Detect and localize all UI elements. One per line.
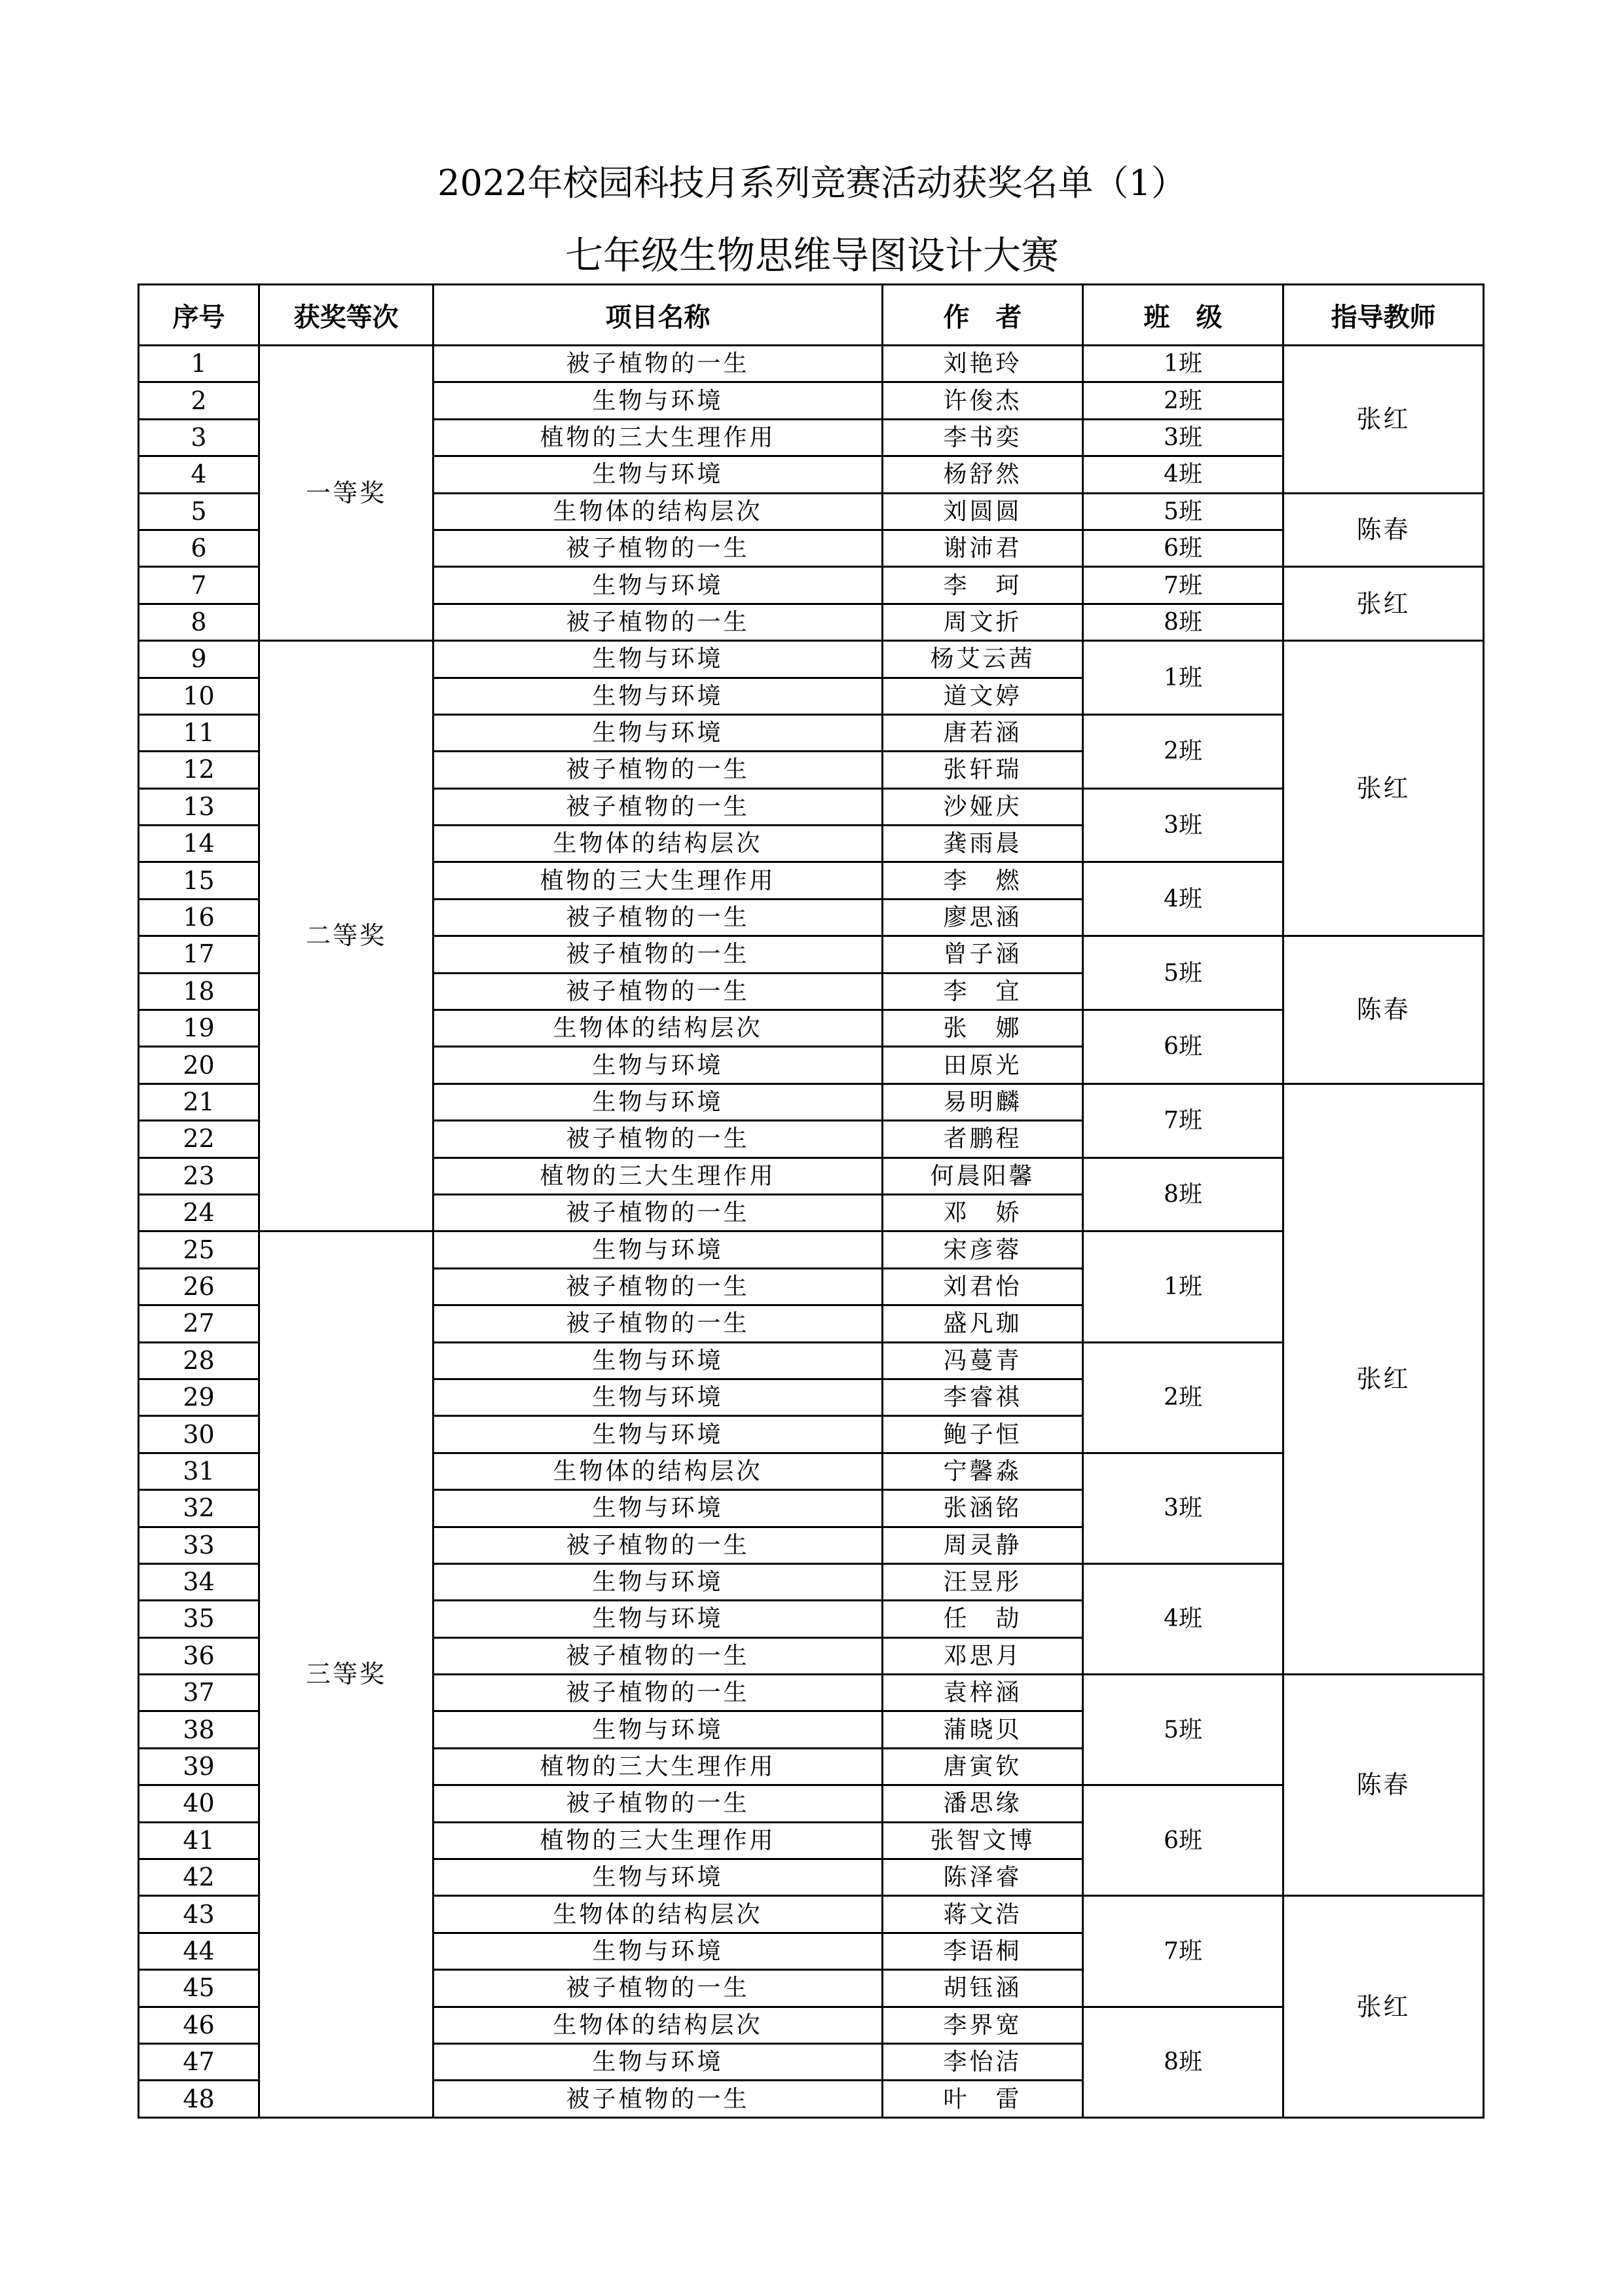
class-cell: 4班 — [1083, 862, 1283, 936]
author-cell: 李 珂 — [883, 567, 1083, 604]
header-prize: 获奖等次 — [259, 285, 434, 346]
project-cell: 生物与环境 — [434, 678, 883, 714]
class-cell: 8班 — [1083, 2007, 1283, 2117]
seq-cell: 33 — [139, 1527, 259, 1563]
author-cell: 刘君怡 — [883, 1268, 1083, 1305]
author-cell: 沙娅庆 — [883, 788, 1083, 825]
class-cell: 5班 — [1083, 1675, 1283, 1785]
project-cell: 被子植物的一生 — [434, 530, 883, 566]
seq-cell: 26 — [139, 1268, 259, 1305]
seq-cell: 10 — [139, 678, 259, 714]
seq-cell: 7 — [139, 567, 259, 604]
project-cell: 被子植物的一生 — [434, 936, 883, 973]
seq-cell: 17 — [139, 936, 259, 973]
author-cell: 冯蔓青 — [883, 1342, 1083, 1379]
project-cell: 生物与环境 — [434, 1379, 883, 1415]
author-cell: 邓 娇 — [883, 1194, 1083, 1231]
author-cell: 鲍子恒 — [883, 1416, 1083, 1453]
teacher-cell: 陈春 — [1283, 493, 1484, 567]
class-cell: 7班 — [1083, 1896, 1283, 2007]
author-cell: 周文折 — [883, 604, 1083, 640]
project-cell: 生物与环境 — [434, 1047, 883, 1084]
project-cell: 被子植物的一生 — [434, 1305, 883, 1342]
author-cell: 唐若涵 — [883, 714, 1083, 751]
project-cell: 生物与环境 — [434, 1563, 883, 1600]
class-cell: 3班 — [1083, 788, 1283, 862]
seq-cell: 28 — [139, 1342, 259, 1379]
class-cell: 8班 — [1083, 1157, 1283, 1231]
prize-level-cell: 三等奖 — [259, 1231, 434, 2117]
seq-cell: 37 — [139, 1675, 259, 1711]
seq-cell: 23 — [139, 1157, 259, 1194]
teacher-cell: 陈春 — [1283, 1675, 1484, 1896]
page-title: 2022年校园科技月系列竞赛活动获奖名单（1） — [437, 162, 1187, 204]
author-cell: 曾子涵 — [883, 936, 1083, 973]
class-cell: 5班 — [1083, 493, 1283, 530]
class-cell: 4班 — [1083, 456, 1283, 493]
seq-cell: 11 — [139, 714, 259, 751]
prize-level-cell: 二等奖 — [259, 641, 434, 1231]
header-author: 作 者 — [883, 285, 1083, 346]
author-cell: 者鹏程 — [883, 1121, 1083, 1157]
author-cell: 刘圆圆 — [883, 493, 1083, 530]
project-cell: 生物与环境 — [434, 382, 883, 419]
seq-cell: 9 — [139, 641, 259, 678]
project-cell: 植物的三大生理作用 — [434, 1822, 883, 1859]
author-cell: 李怡洁 — [883, 2043, 1083, 2080]
author-cell: 张涵铭 — [883, 1490, 1083, 1527]
seq-cell: 19 — [139, 1010, 259, 1047]
seq-cell: 43 — [139, 1896, 259, 1933]
class-cell: 7班 — [1083, 567, 1283, 604]
project-cell: 生物与环境 — [434, 1342, 883, 1379]
class-cell: 1班 — [1083, 346, 1283, 382]
seq-cell: 41 — [139, 1822, 259, 1859]
teacher-cell: 张红 — [1283, 1896, 1484, 2117]
seq-cell: 44 — [139, 1933, 259, 1969]
author-cell: 龚雨晨 — [883, 826, 1083, 862]
project-cell: 生物与环境 — [434, 1490, 883, 1527]
project-cell: 被子植物的一生 — [434, 1194, 883, 1231]
seq-cell: 13 — [139, 788, 259, 825]
seq-cell: 39 — [139, 1748, 259, 1785]
seq-cell: 24 — [139, 1194, 259, 1231]
teacher-cell: 张红 — [1283, 567, 1484, 641]
author-cell: 叶 雷 — [883, 2081, 1083, 2117]
class-cell: 2班 — [1083, 1342, 1283, 1453]
class-cell: 3班 — [1083, 419, 1283, 456]
author-cell: 胡钰涵 — [883, 1970, 1083, 2007]
author-cell: 廖思涵 — [883, 899, 1083, 936]
author-cell: 谢沛君 — [883, 530, 1083, 566]
page-subtitle: 七年级生物思维导图设计大赛 — [564, 233, 1059, 278]
project-cell: 植物的三大生理作用 — [434, 862, 883, 899]
seq-cell: 47 — [139, 2043, 259, 2080]
class-cell: 1班 — [1083, 641, 1283, 715]
author-cell: 周灵静 — [883, 1527, 1083, 1563]
author-cell: 李书奕 — [883, 419, 1083, 456]
seq-cell: 4 — [139, 456, 259, 493]
author-cell: 道文婷 — [883, 678, 1083, 714]
table-row — [139, 346, 1484, 382]
seq-cell: 34 — [139, 1563, 259, 1600]
author-cell: 张智文博 — [883, 1822, 1083, 1859]
seq-cell: 21 — [139, 1084, 259, 1120]
author-cell: 易明麟 — [883, 1084, 1083, 1120]
author-cell: 宁馨淼 — [883, 1453, 1083, 1489]
table-body — [139, 346, 1484, 2118]
project-cell: 生物与环境 — [434, 456, 883, 493]
author-cell: 杨艾云茜 — [883, 641, 1083, 678]
project-cell: 被子植物的一生 — [434, 788, 883, 825]
class-cell: 5班 — [1083, 936, 1283, 1010]
project-cell: 被子植物的一生 — [434, 1637, 883, 1674]
seq-cell: 6 — [139, 530, 259, 566]
seq-cell: 3 — [139, 419, 259, 456]
seq-cell: 20 — [139, 1047, 259, 1084]
project-cell: 植物的三大生理作用 — [434, 419, 883, 456]
seq-cell: 18 — [139, 973, 259, 1010]
project-cell: 被子植物的一生 — [434, 604, 883, 640]
teacher-cell: 陈春 — [1283, 936, 1484, 1084]
class-cell: 1班 — [1083, 1231, 1283, 1342]
seq-cell: 15 — [139, 862, 259, 899]
project-cell: 生物与环境 — [434, 1231, 883, 1268]
header-project: 项目名称 — [434, 285, 883, 346]
seq-cell: 35 — [139, 1601, 259, 1637]
project-cell: 被子植物的一生 — [434, 899, 883, 936]
seq-cell: 31 — [139, 1453, 259, 1489]
seq-cell: 22 — [139, 1121, 259, 1157]
class-cell: 2班 — [1083, 382, 1283, 419]
author-cell: 袁梓涵 — [883, 1675, 1083, 1711]
seq-cell: 16 — [139, 899, 259, 936]
seq-cell: 2 — [139, 382, 259, 419]
project-cell: 植物的三大生理作用 — [434, 1748, 883, 1785]
project-cell: 生物体的结构层次 — [434, 826, 883, 862]
author-cell: 宋彦蓉 — [883, 1231, 1083, 1268]
project-cell: 生物与环境 — [434, 714, 883, 751]
seq-cell: 46 — [139, 2007, 259, 2043]
table-header — [139, 285, 1484, 346]
seq-cell: 32 — [139, 1490, 259, 1527]
project-cell: 被子植物的一生 — [434, 1268, 883, 1305]
author-cell: 刘艳玲 — [883, 346, 1083, 382]
project-cell: 被子植物的一生 — [434, 1121, 883, 1157]
project-cell: 被子植物的一生 — [434, 2081, 883, 2117]
author-cell: 李 宜 — [883, 973, 1083, 1010]
seq-cell: 1 — [139, 346, 259, 382]
seq-cell: 45 — [139, 1970, 259, 2007]
class-cell: 7班 — [1083, 1084, 1283, 1157]
project-cell: 植物的三大生理作用 — [434, 1157, 883, 1194]
prize-level-cell: 一等奖 — [259, 346, 434, 641]
author-cell: 蒲晓贝 — [883, 1711, 1083, 1748]
project-cell: 生物与环境 — [434, 1601, 883, 1637]
project-cell: 被子植物的一生 — [434, 346, 883, 382]
project-cell: 生物与环境 — [434, 641, 883, 678]
seq-cell: 12 — [139, 752, 259, 788]
project-cell: 生物体的结构层次 — [434, 2007, 883, 2043]
seq-cell: 29 — [139, 1379, 259, 1415]
project-cell: 被子植物的一生 — [434, 1785, 883, 1822]
project-cell: 被子植物的一生 — [434, 1527, 883, 1563]
project-cell: 生物与环境 — [434, 1416, 883, 1453]
project-cell: 生物与环境 — [434, 1711, 883, 1748]
seq-cell: 25 — [139, 1231, 259, 1268]
seq-cell: 40 — [139, 1785, 259, 1822]
class-cell: 4班 — [1083, 1563, 1283, 1674]
teacher-cell: 张红 — [1283, 346, 1484, 494]
project-cell: 生物体的结构层次 — [434, 493, 883, 530]
project-cell: 生物与环境 — [434, 1933, 883, 1969]
author-cell: 张 娜 — [883, 1010, 1083, 1047]
table-row — [139, 641, 1484, 678]
project-cell: 被子植物的一生 — [434, 973, 883, 1010]
project-cell: 生物与环境 — [434, 1859, 883, 1896]
seq-cell: 8 — [139, 604, 259, 640]
project-cell: 生物与环境 — [434, 1084, 883, 1120]
class-cell: 3班 — [1083, 1453, 1283, 1563]
seq-cell: 27 — [139, 1305, 259, 1342]
class-cell: 8班 — [1083, 604, 1283, 640]
awards-table — [138, 283, 1485, 2119]
teacher-cell: 张红 — [1283, 641, 1484, 936]
project-cell: 生物体的结构层次 — [434, 1896, 883, 1933]
author-cell: 唐寅钦 — [883, 1748, 1083, 1785]
seq-cell: 38 — [139, 1711, 259, 1748]
seq-cell: 48 — [139, 2081, 259, 2117]
author-cell: 张轩瑞 — [883, 752, 1083, 788]
class-cell: 2班 — [1083, 714, 1283, 788]
teacher-cell: 张红 — [1283, 1084, 1484, 1674]
class-cell: 6班 — [1083, 1010, 1283, 1084]
project-cell: 被子植物的一生 — [434, 1675, 883, 1711]
seq-cell: 42 — [139, 1859, 259, 1896]
author-cell: 陈泽睿 — [883, 1859, 1083, 1896]
project-cell: 生物体的结构层次 — [434, 1010, 883, 1047]
author-cell: 汪昱彤 — [883, 1563, 1083, 1600]
author-cell: 邓思月 — [883, 1637, 1083, 1674]
seq-cell: 36 — [139, 1637, 259, 1674]
seq-cell: 5 — [139, 493, 259, 530]
author-cell: 何晨阳馨 — [883, 1157, 1083, 1194]
header-row — [139, 285, 1484, 346]
seq-cell: 14 — [139, 826, 259, 862]
author-cell: 李界宽 — [883, 2007, 1083, 2043]
author-cell: 蒋文浩 — [883, 1896, 1083, 1933]
project-cell: 生物体的结构层次 — [434, 1453, 883, 1489]
author-cell: 许俊杰 — [883, 382, 1083, 419]
author-cell: 潘思缘 — [883, 1785, 1083, 1822]
project-cell: 生物与环境 — [434, 567, 883, 604]
table-row — [139, 1231, 1484, 1268]
author-cell: 任 劼 — [883, 1601, 1083, 1637]
header-teacher: 指导教师 — [1283, 285, 1484, 346]
header-seq: 序号 — [139, 285, 259, 346]
author-cell: 盛凡珈 — [883, 1305, 1083, 1342]
author-cell: 李语桐 — [883, 1933, 1083, 1969]
project-cell: 被子植物的一生 — [434, 752, 883, 788]
author-cell: 李 燃 — [883, 862, 1083, 899]
author-cell: 田原光 — [883, 1047, 1083, 1084]
header-class: 班 级 — [1083, 285, 1283, 346]
author-cell: 杨舒然 — [883, 456, 1083, 493]
class-cell: 6班 — [1083, 1785, 1283, 1896]
author-cell: 李睿祺 — [883, 1379, 1083, 1415]
seq-cell: 30 — [139, 1416, 259, 1453]
project-cell: 被子植物的一生 — [434, 1970, 883, 2007]
project-cell: 生物与环境 — [434, 2043, 883, 2080]
class-cell: 6班 — [1083, 530, 1283, 566]
